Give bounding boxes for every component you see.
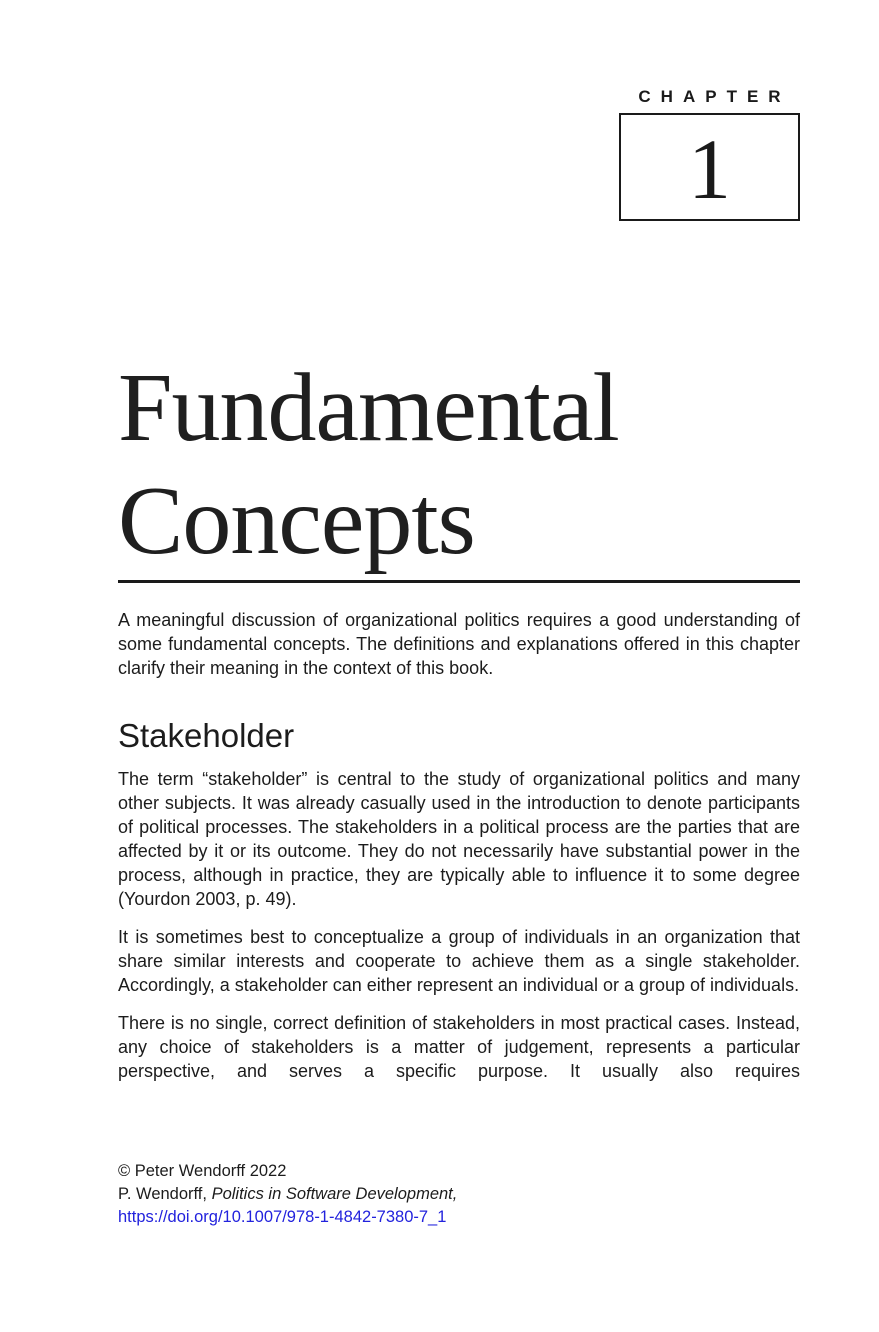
stakeholder-paragraph-2: It is sometimes best to conceptualize a group of individuals in an organization that share similar interests and cooperate to achieve them as a single stakeholder. Accordingly, a stakeholder can either represent an individual or a group of individuals. xyxy=(118,927,800,995)
stakeholder-paragraph-1: The term “stakeholder” is central to the study of organizational politics and many other subjects. It was already casually used in the introduction to denote participants of political processes. The stakeholders in a political process are the parties that are affected by it or its outcome. They do not necessarily have substantial power in the process, although in practice, they are typically able to influence it to some degree (Yourdon 2003, p. 49). xyxy=(118,769,800,909)
copyright-line: © Peter Wendorff 2022 xyxy=(118,1162,287,1180)
chapter-title-line2: Concepts xyxy=(118,467,475,575)
title-rule xyxy=(118,580,800,583)
citation-author: P. Wendorff, xyxy=(118,1185,212,1203)
main-content xyxy=(118,0,800,1083)
stakeholder-paragraph-3: There is no single, correct definition of stakeholders in most practical cases. Instead, any choice of stakeholders is a matter of judgement, represents a particular perspective, and serves a specific purpose. It usually also requires xyxy=(118,1013,800,1081)
chapter-label: CHAPTER xyxy=(638,87,791,106)
citation-book-title: Politics in Software Development, xyxy=(211,1185,458,1203)
copyright-footer xyxy=(118,1160,457,1229)
chapter-title xyxy=(118,352,800,578)
intro-paragraph: A meaningful discussion of organizational politics requires a good understanding of some fundamental concepts. The definitions and explanations offered in this chapter clarify their meaning in the context of this book. xyxy=(118,610,800,678)
section-heading-stakeholder: Stakeholder xyxy=(118,717,295,754)
doi-link[interactable]: https://doi.org/10.1007/978-1-4842-7380-7_1 xyxy=(118,1208,447,1226)
chapter-number: 1 xyxy=(688,121,731,217)
chapter-title-line1: Fundamental xyxy=(118,354,619,462)
citation-line xyxy=(118,1183,457,1206)
doi-line xyxy=(118,1206,457,1229)
